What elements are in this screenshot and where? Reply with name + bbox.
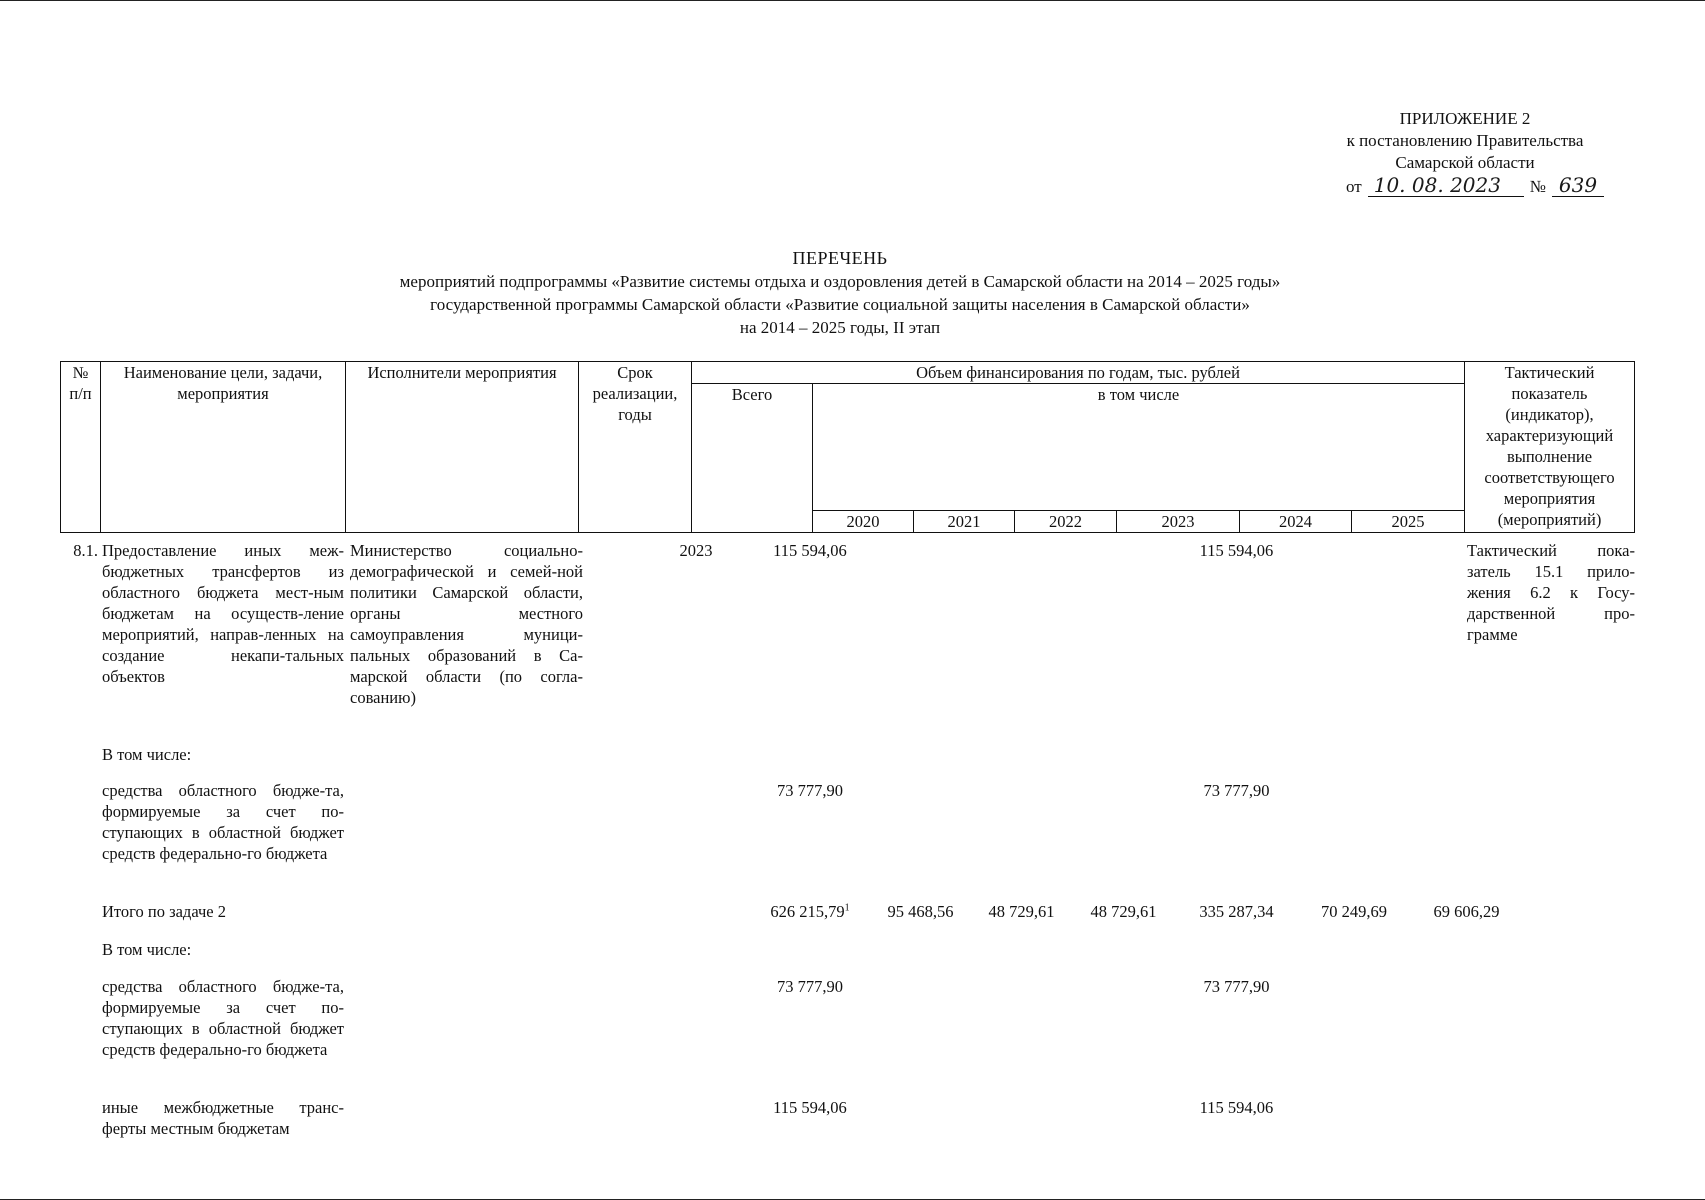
- header-executors: Исполнители мероприятия: [346, 362, 579, 533]
- header-total: Всего: [692, 384, 813, 533]
- number-prefix: №: [1529, 177, 1546, 196]
- row-2021: 48 729,61: [988, 902, 1055, 921]
- row-total: 73 777,90: [777, 781, 843, 800]
- row-executors: Министерство социально-демографической и семей-ной политики Самарской области, органы местного самоуправления муници-пальных образований в Са-марской области (по согла-сованию): [350, 541, 583, 707]
- header-year-2021: 2021: [914, 511, 1015, 533]
- row-name: иные межбюджетные транс-ферты местным бюджетам: [102, 1098, 344, 1138]
- row-total: 115 594,06: [773, 1098, 847, 1117]
- footnote-mark: 1: [844, 902, 850, 914]
- header-year-2020: 2020: [813, 511, 914, 533]
- row-name: Предоставление иных меж-бюджетных трансфертов из областного бюджета мест-ным бюджетам на осуществ-ление мероприятий, направ-ленных на создание некапи-тальных объектов: [102, 541, 344, 686]
- title-line-3: на 2014 – 2025 годы, II этап: [739, 318, 941, 337]
- number-handwritten: 639: [1552, 174, 1604, 197]
- row-2023: 73 777,90: [1203, 781, 1270, 800]
- row-name: Итого по задаче 2: [102, 902, 226, 921]
- row-2022: 48 729,61: [1090, 902, 1157, 921]
- row-name: В том числе:: [102, 940, 192, 959]
- appendix-block: [1300, 108, 1630, 198]
- row-2024: 70 249,69: [1321, 902, 1387, 921]
- header-year-2024: 2024: [1240, 511, 1352, 533]
- header-name: Наименование цели, задачи, мероприятия: [101, 362, 346, 533]
- appendix-region: Самарской области: [1395, 153, 1535, 172]
- header-term: Срок реализации, годы: [579, 362, 692, 533]
- date-handwritten: 10. 08. 2023: [1368, 174, 1524, 197]
- header-year-2022: 2022: [1015, 511, 1117, 533]
- row-2023: 73 777,90: [1203, 977, 1270, 996]
- table-header: [60, 361, 1635, 533]
- row-name: В том числе:: [102, 745, 192, 764]
- row-2020: 95 468,56: [887, 902, 954, 921]
- title-main: ПЕРЕЧЕНЬ: [792, 248, 888, 268]
- header-year-2023: 2023: [1117, 511, 1240, 533]
- row-total: 73 777,90: [777, 977, 843, 996]
- row-indicator: Тактический пока-затель 15.1 прило-жения 6.2 к Госу-дарственной про-грамме: [1467, 541, 1635, 644]
- row-number: 8.1.: [73, 541, 98, 560]
- row-2023: 115 594,06: [1199, 541, 1274, 560]
- appendix-date-line: [1320, 174, 1630, 198]
- header-year-2025: 2025: [1352, 511, 1465, 533]
- header-funding: Объем финансирования по годам, тыс. рублей: [692, 362, 1465, 384]
- scan-edge-top: [0, 0, 1705, 1]
- row-name: средства областного бюдже-та, формируемые за счет по-ступающих в областной бюджет средств федерально-го бюджета: [102, 977, 344, 1059]
- appendix-title: ПРИЛОЖЕНИЕ 2: [1399, 109, 1531, 128]
- row-name: средства областного бюдже-та, формируемые за счет по-ступающих в областной бюджет средств федерально-го бюджета: [102, 781, 344, 863]
- row-term: 2023: [679, 541, 713, 560]
- row-total: [750, 901, 870, 922]
- row-total-value: 626 215,79: [770, 902, 845, 921]
- header-indicator: Тактический показатель (индикатор), характеризующий выполнение соответствующего мероприятия (мероприятий): [1465, 362, 1635, 533]
- title-line-2: государственной программы Самарской области «Развитие социальной защиты населения в Самарской области»: [430, 295, 1250, 314]
- document-title: [300, 247, 1380, 339]
- header-num: № п/п: [61, 362, 101, 533]
- date-prefix: от: [1346, 177, 1362, 196]
- appendix-subtitle: к постановлению Правительства: [1346, 131, 1584, 150]
- title-line-1: мероприятий подпрограммы «Развитие системы отдыха и оздоровления детей в Самарской области на 2014 – 2025 годы»: [399, 272, 1281, 291]
- header-including: в том числе: [813, 384, 1465, 511]
- row-total: 115 594,06: [773, 541, 847, 560]
- row-2025: 69 606,29: [1433, 902, 1500, 921]
- row-2023: 115 594,06: [1199, 1098, 1274, 1117]
- row-2023: 335 287,34: [1199, 902, 1274, 921]
